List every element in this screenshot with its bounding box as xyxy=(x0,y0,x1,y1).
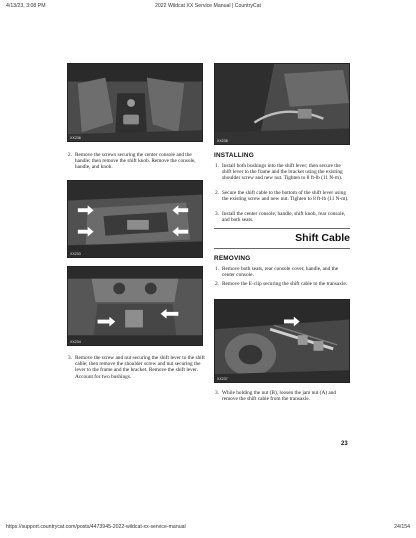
photo-ref: XX237 xyxy=(217,377,228,381)
print-title: 2022 Wildcat XX Service Manual | CountryCat xyxy=(154,3,261,9)
photo-center-console xyxy=(67,63,203,142)
step-text: Remove the E-clip securing the shift cable to the transaxle. xyxy=(222,281,348,287)
installing-heading: INSTALLING xyxy=(214,152,254,159)
section-rule-bottom xyxy=(214,248,350,249)
section-rule-top xyxy=(214,228,350,229)
photo-center-console-image xyxy=(68,64,202,141)
print-page-count: 24/154 xyxy=(394,524,410,530)
removing-heading: REMOVING xyxy=(214,255,251,262)
photo-ref: XX233 xyxy=(70,252,81,256)
photo-transaxle-cable xyxy=(214,299,350,383)
install-step-2 xyxy=(215,190,351,202)
step-number: 1. xyxy=(215,163,219,169)
print-url: https://support.countrycat.com/posts/4473945-2022-wildcat-xx-service-manual xyxy=(6,524,186,530)
photo-shift-lever-image xyxy=(68,181,202,257)
step-number: 2. xyxy=(68,152,72,158)
step-number: 1. xyxy=(215,266,219,272)
photo-ref: XX236 xyxy=(70,136,81,140)
step-text: Install the center console, handle, shift knob, rear console, and both seats. xyxy=(222,211,346,224)
step-text: Remove the screws securing the center console and the handle; then remove the shift knob. Remove the console, handle, and knob. xyxy=(75,152,196,171)
remove-step-2 xyxy=(215,281,351,287)
remove-step-1 xyxy=(215,266,351,278)
step-number: 3. xyxy=(215,211,219,217)
step-remove-console xyxy=(68,152,206,171)
photo-shift-lever-removal-image xyxy=(68,267,202,345)
step-number: 3. xyxy=(215,390,219,396)
photo-shift-lever-install xyxy=(214,63,350,145)
browser-footer xyxy=(6,524,410,534)
photo-ref: XX234 xyxy=(70,340,81,344)
step-number: 3. xyxy=(68,355,72,361)
browser-header xyxy=(6,3,410,13)
step-text: Secure the shift cable to the bottom of the shift lever using the existing screw and new nut. Tighten to 8 ft-lb (11 N-m). xyxy=(222,190,349,203)
install-step-1 xyxy=(215,163,351,182)
section-title: Shift Cable xyxy=(295,232,350,244)
step-text: Install both bushings into the shift lever; then secure the shift lever to the frame and the bracket using the existing shoulder screw and new nut. Tighten to 8 ft-lb (11 N-m). xyxy=(222,163,343,182)
install-step-3 xyxy=(215,211,351,223)
remove-step-3 xyxy=(215,390,351,402)
photo-ref: XX238 xyxy=(217,139,228,143)
step-text: While holding the nut (B), loosen the jam nut (A) and remove the shift cable from the transaxle. xyxy=(222,390,337,403)
step-number: 2. xyxy=(215,281,219,287)
step-remove-shift-lever xyxy=(68,355,206,380)
print-datetime: 4/13/23, 3:08 PM xyxy=(6,3,46,9)
photo-shift-lever-removal xyxy=(67,266,203,346)
photo-shift-lever xyxy=(67,180,203,258)
step-number: 2. xyxy=(215,190,219,196)
step-text: Remove both seats, rear console cover, handle, and the center console. xyxy=(222,266,339,279)
photo-transaxle-cable-image xyxy=(215,300,349,382)
page-number: 23 xyxy=(341,441,348,447)
photo-shift-lever-install-image xyxy=(215,64,349,144)
step-text: Remove the screw and nut securing the shift lever to the shift cable; then remove the shoulder screw and nut securing the lever to the frame and the bracket. Remove the shift lever. Account for two bushings. xyxy=(75,355,205,380)
